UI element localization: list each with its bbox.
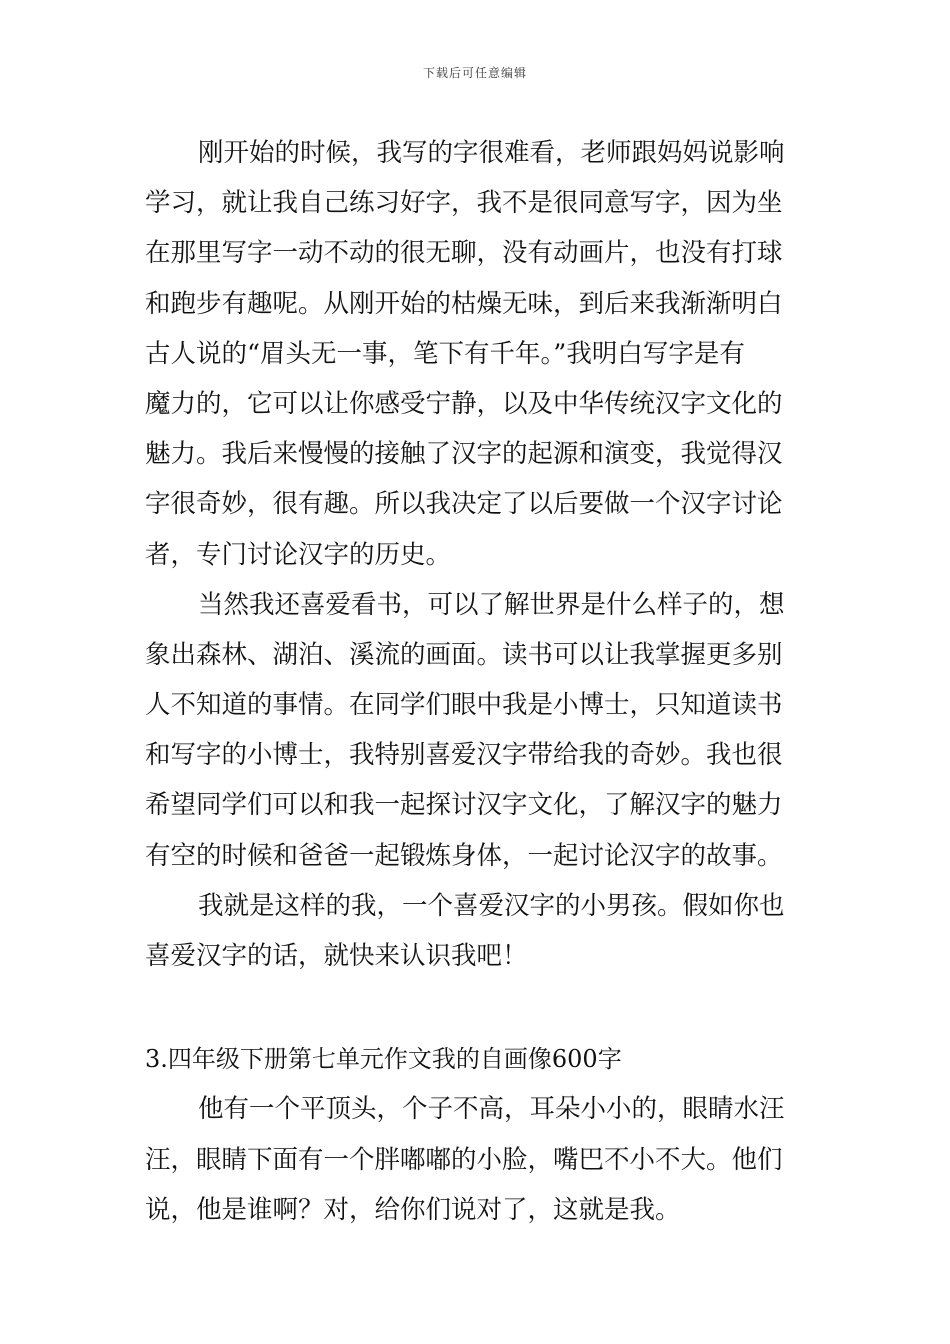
text-line: 喜爱汉字的话，就快来认识我吧！ — [145, 941, 528, 971]
text-line: 人不知道的事情。在同学们眼中我是小博士，只知道读书 — [145, 690, 783, 721]
text-line: 汪，眼睛下面有一个胖嘟嘟的小脸，嘴巴不小不大。他们 — [145, 1144, 783, 1175]
text-line: 魅力。我后来慢慢的接触了汉字的起源和演变，我觉得汉 — [145, 439, 783, 470]
paragraph-3 — [145, 881, 810, 981]
document-body — [145, 128, 810, 1235]
text-line: 在那里写字一动不动的很无聊，没有动画片，也没有打球 — [145, 238, 783, 269]
text-line: 字很奇妙，很有趣。所以我决定了以后要做一个汉字讨论 — [145, 489, 783, 520]
section-paragraph — [145, 1084, 810, 1235]
text-line: 我就是这样的我，一个喜爱汉字的小男孩。假如你也 — [198, 890, 785, 921]
section-heading: 3.四年级下册第七单元作文我的自画像600字 — [145, 1045, 622, 1074]
text-line: 古人说的“眉头无一事，笔下有千年。”我明白写字是有 — [145, 338, 745, 369]
text-line: 者，专门讨论汉字的历史。 — [145, 539, 452, 570]
text-line: 魔力的，它可以让你感受宁静，以及中华传统汉字文化的 — [145, 388, 783, 419]
text-line: 象出森林、湖泊、溪流的画面。读书可以让我掌握更多别 — [145, 639, 783, 670]
text-line: 学习，就让我自己练习好字，我不是很同意写字，因为坐 — [145, 188, 783, 219]
text-line: 刚开始的时候，我写的字很难看，老师跟妈妈说影响 — [198, 138, 785, 168]
paragraph-1 — [145, 128, 810, 580]
section-spacer — [145, 981, 810, 1034]
text-line: 有空的时候和爸爸一起锻炼身体，一起讨论汉字的故事。 — [145, 840, 783, 871]
text-line: 说，他是谁啊？对，给你们说对了，这就是我。 — [145, 1194, 681, 1225]
text-line: 和跑步有趣呢。从刚开始的枯燥无味，到后来我渐渐明白 — [145, 288, 783, 319]
text-line: 当然我还喜爱看书，可以了解世界是什么样子的，想 — [198, 589, 785, 620]
text-line: 希望同学们可以和我一起探讨汉字文化，了解汉字的魅力 — [145, 790, 783, 821]
paragraph-2 — [145, 580, 810, 881]
text-line: 他有一个平顶头，个子不高，耳朵小小的，眼睛水汪 — [198, 1094, 785, 1125]
page-header: 下载后可任意编辑 — [422, 66, 527, 80]
text-line: 和写字的小博士，我特别喜爱汉字带给我的奇妙。我也很 — [145, 740, 783, 771]
